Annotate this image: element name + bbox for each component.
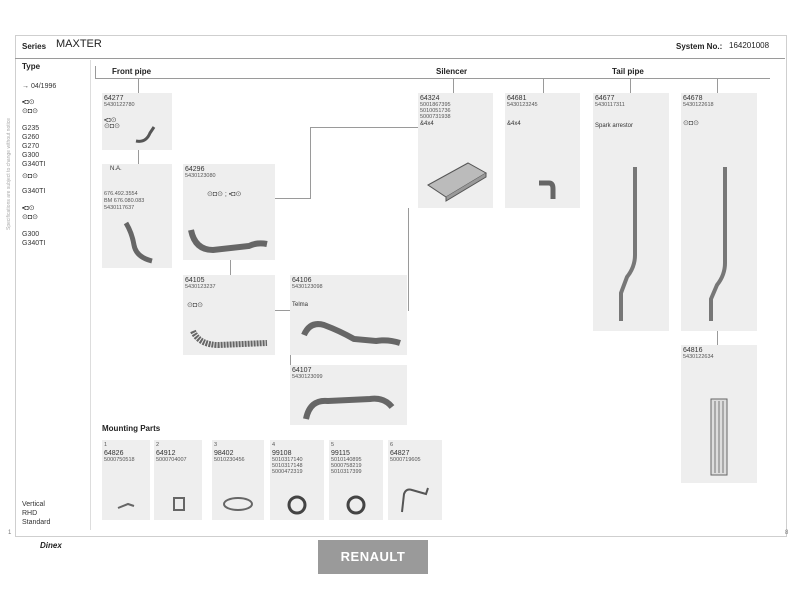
part-ref: 5001867395: [420, 102, 451, 108]
part-number: 64277: [104, 95, 124, 102]
connector: [408, 208, 409, 311]
silencer-icon: [424, 155, 490, 203]
part-number: 99108: [272, 450, 292, 457]
symbol-row: ▪◘⊙: [22, 205, 35, 212]
type-label: Type: [22, 62, 41, 71]
hanger-icon: [398, 484, 432, 516]
part-card-64681[interactable]: [505, 93, 580, 208]
sidebar-footer: [22, 500, 50, 527]
part-note: &4x4: [420, 121, 434, 127]
part-number: 64296: [185, 166, 205, 173]
tail-pipe-icon: [611, 163, 651, 327]
logo-text: Dinex: [40, 541, 62, 550]
model-item: G300: [22, 152, 40, 159]
part-card-64105[interactable]: [183, 275, 275, 355]
part-card-64324[interactable]: [418, 93, 493, 208]
connector: [310, 127, 311, 199]
part-ref: 5000704007: [156, 457, 187, 463]
part-note: Spark arrestor: [595, 123, 634, 129]
part-ref: 676.492.3554: [104, 191, 138, 197]
mount-card-98402[interactable]: [212, 440, 264, 520]
mount-card-64826[interactable]: [102, 440, 150, 520]
part-ref: 5000750518: [104, 457, 135, 463]
model-item: G340TI: [22, 240, 46, 247]
part-card-64296[interactable]: [183, 164, 275, 260]
models-c: [22, 230, 45, 248]
part-ref: 5430123080: [185, 173, 216, 179]
part-ref: 5430122634: [683, 354, 714, 360]
part-number: 64827: [390, 450, 410, 457]
system-label: System No.:: [676, 42, 723, 51]
symbol-group-c: [22, 204, 38, 222]
part-note: Telma: [292, 302, 309, 308]
mount-index: 3: [214, 442, 218, 448]
section-tail-pipe: Tail pipe: [612, 67, 644, 76]
pipe-icon: [300, 317, 404, 351]
mount-index: 4: [272, 442, 276, 448]
part-ref: 5000758219: [331, 463, 362, 469]
clamp-icon: [116, 500, 136, 512]
connector: [310, 127, 418, 128]
part-ref: 5010140895: [331, 457, 362, 463]
part-ref: 5430117311: [595, 102, 625, 108]
part-ref: 5010317399: [331, 469, 362, 475]
connector: [230, 260, 231, 275]
pipe-bend-icon: [535, 175, 561, 203]
mount-index: 2: [156, 442, 160, 448]
part-card-64677[interactable]: [593, 93, 669, 331]
model-item: G270: [22, 143, 40, 150]
symbol-row: ⊙◘⊙: [22, 214, 38, 221]
model-item: G300: [22, 231, 40, 238]
connector: [138, 79, 139, 93]
symbol-row: ⊙◘⊙: [22, 108, 38, 115]
models-a: [22, 124, 45, 169]
part-card-64106[interactable]: [290, 275, 407, 355]
symbol-icons: ⊙◘⊙: [187, 302, 203, 309]
type-date: → 04/1996: [22, 83, 57, 90]
section-silencer: Silencer: [436, 67, 468, 76]
part-card-na[interactable]: [102, 164, 172, 268]
part-number: 64677: [595, 95, 615, 102]
part-number: 64107: [292, 367, 312, 374]
part-ref: 5010317140: [272, 457, 303, 463]
connector: [717, 79, 718, 93]
part-note: &4x4: [507, 121, 521, 127]
pipe-bend-icon: [132, 123, 160, 147]
model-b: G340TI: [22, 188, 46, 195]
pipe-icon: [120, 219, 160, 267]
symbol-group-b: ⊙◘⊙: [22, 173, 38, 180]
connector: [717, 331, 718, 345]
connector: [543, 79, 544, 93]
mount-card-64827[interactable]: [388, 440, 442, 520]
spark-arrestor-icon: [707, 395, 731, 479]
part-number: 64678: [683, 95, 703, 102]
pipe-icon: [187, 224, 273, 258]
part-ref: 5000719605: [390, 457, 421, 463]
symbol-icons: ▪◘⊙ ⊙◘⊙: [104, 117, 120, 130]
connector: [630, 79, 631, 93]
part-number: 64912: [156, 450, 176, 457]
section-front-pipe: Front pipe: [112, 67, 152, 76]
tail-pipe-icon: [699, 163, 739, 327]
part-ref: 5430122780: [104, 102, 135, 108]
pipe-icon: [300, 385, 404, 423]
mount-card-64912[interactable]: [154, 440, 202, 520]
mount-index: 5: [331, 442, 335, 448]
top-rail: [95, 78, 770, 79]
mount-index: 1: [104, 442, 108, 448]
part-number: 64324: [420, 95, 440, 102]
part-ref: 5010230456: [214, 457, 245, 463]
part-ref: 5010051736: [420, 108, 451, 114]
mount-card-99115[interactable]: [329, 440, 383, 520]
dinex-logo: [40, 541, 62, 550]
part-number: N.A.: [110, 166, 122, 172]
flex-pipe-icon: [189, 325, 273, 351]
part-number: 98402: [214, 450, 234, 457]
part-ref: 5010317148: [272, 463, 303, 469]
part-ref: 5000731938: [420, 114, 451, 120]
part-number: 64826: [104, 450, 124, 457]
footer-item: Standard: [22, 519, 51, 526]
part-card-64277[interactable]: [102, 93, 172, 150]
rail-tick: [95, 66, 96, 78]
sidebar-divider: [90, 60, 91, 530]
symbol-icons: ⊙◘⊙ ; ▪◘⊙: [207, 191, 242, 198]
series-value: MAXTER: [56, 38, 102, 50]
part-number: 64816: [683, 347, 703, 354]
part-ref: 5430123098: [292, 284, 323, 290]
rotated-notice: Specifications are subject to change without notice: [6, 117, 12, 230]
part-number: 64681: [507, 95, 527, 102]
bracket-icon: [172, 496, 186, 512]
model-item: G260: [22, 134, 40, 141]
mount-index: 6: [390, 442, 394, 448]
part-card-64816[interactable]: [681, 345, 757, 483]
series-label: Series: [22, 42, 47, 51]
part-ref: 5430122618: [683, 102, 714, 108]
part-number: 64106: [292, 277, 312, 284]
connector: [453, 79, 454, 93]
part-number: 99115: [331, 450, 350, 457]
model-item: G340TI: [22, 161, 46, 168]
symbol-group-a: [22, 98, 38, 116]
page-number-right: 8: [785, 530, 789, 536]
gasket-icon: [220, 494, 256, 514]
mount-card-99108[interactable]: [270, 440, 324, 520]
section-mounting: Mounting Parts: [102, 424, 161, 433]
connector: [275, 198, 310, 199]
clamp-ring-icon: [286, 494, 308, 516]
part-ref: 5000472319: [272, 469, 303, 475]
symbol-icons: ⊙◘⊙: [683, 120, 699, 127]
connector: [275, 310, 291, 311]
part-ref: 5430123245: [507, 102, 538, 108]
model-item: G235: [22, 125, 40, 132]
part-ref: BM 676.080.083: [104, 198, 145, 204]
footer-item: RHD: [22, 510, 38, 517]
clamp-ring-icon: [345, 494, 367, 516]
part-card-64678[interactable]: [681, 93, 757, 331]
page-number-left: 1: [8, 530, 12, 536]
connector: [138, 150, 139, 164]
part-ref: 5430123099: [292, 374, 323, 380]
brand-banner: RENAULT: [318, 540, 428, 574]
part-ref: 5430117637: [104, 205, 135, 211]
symbol-row: ▪◘⊙: [22, 99, 35, 106]
part-ref: 5430123237: [185, 284, 216, 290]
part-number: 64105: [185, 277, 205, 284]
connector: [290, 355, 291, 365]
part-card-64107[interactable]: [290, 365, 407, 425]
header-divider: [15, 58, 785, 59]
system-value: 164201008: [729, 41, 770, 50]
footer-item: Vertical: [22, 501, 45, 508]
